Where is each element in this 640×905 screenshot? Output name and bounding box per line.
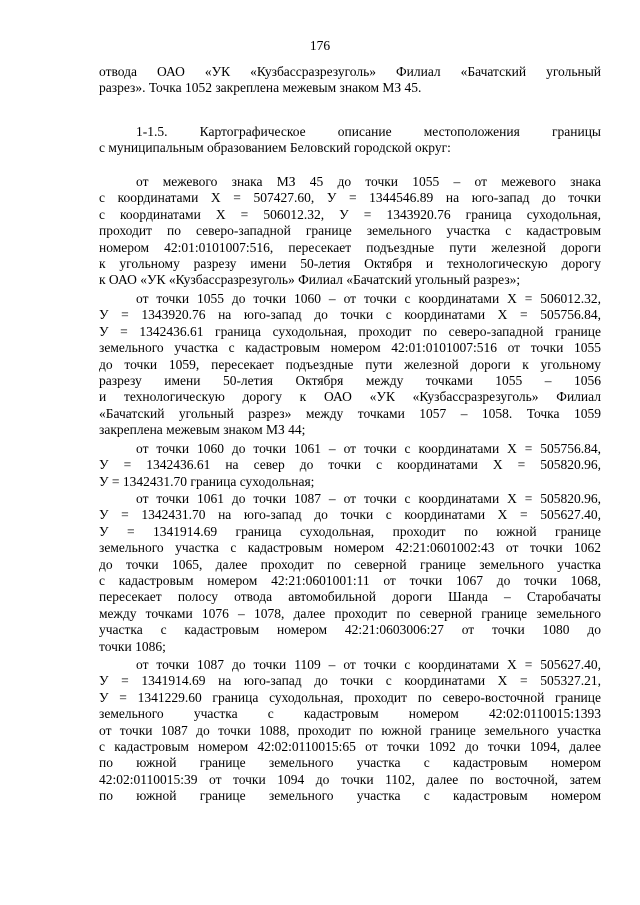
text-line: У = 1341914.69 на юго-запад до точки с координатами Х = 505327.21, [99, 673, 601, 689]
text-line: земельного участка с кадастровым номером 42:01:0101007:516 от точки 1055 [99, 340, 601, 356]
text-line: по южной границе земельного участка с кадастровым номером [99, 755, 601, 771]
section-heading-line: с муниципальным образованием Беловский городской округ: [99, 140, 451, 156]
text-line: с кадастровым номером 42:02:0110015:65 от точки 1092 до точки 1094, далее [99, 739, 601, 755]
text-line: У = 1342431.70 граница суходольная; [99, 473, 315, 489]
text-line: разрезу имени 50-летия Октября между точками 1055 – 1056 [99, 373, 601, 389]
text-line: от точки 1060 до точки 1061 – от точки с координатами Х = 505756.84, [136, 441, 601, 456]
text-line: разрез». Точка 1052 закреплена межевым знаком МЗ 45. [99, 80, 422, 96]
paragraph-5 [99, 657, 601, 805]
text-line: между точками 1076 – 1078, далее проходит по северной границе земельного [99, 605, 601, 621]
text-line: до точки 1065, далее проходит по северной границе земельного участка [99, 556, 601, 572]
text-line: земельного участка с кадастровым номером 42:21:0601002:43 от точки 1062 [99, 540, 601, 556]
text-line: У = 1342436.61 граница суходольная, проходит по северо-западной границе [99, 323, 601, 339]
paragraph-3 [99, 441, 601, 490]
text-line: У = 1341914.69 граница суходольная, проходит по южной границе [99, 523, 601, 539]
text-line: пересекает полосу отвода автомобильной дороги Шанда – Старобачаты [99, 589, 601, 605]
paragraph-1 [99, 174, 601, 289]
text-line: У = 1342436.61 на север до точки с координатами Х = 505820.96, [99, 457, 601, 473]
text-line: от точки 1087 до точки 1109 – от точки с координатами Х = 505627.40, [136, 657, 601, 672]
text-line: 42:02:0110015:39 от точки 1094 до точки 1102, далее по восточной, затем [99, 771, 601, 787]
text-line: к ОАО «УК «Кузбассразрезуголь» Филиал «Бачатский угольный разрез»; [99, 272, 521, 288]
text-line: и технологическую дорогу к ОАО «УК «Кузбассразрезуголь» Филиал [99, 389, 601, 405]
text-line: по южной границе земельного участка с кадастровым номером [99, 788, 601, 804]
text-line: с координатами Х = 506012.32, У = 1343920.76 граница суходольная, [99, 206, 601, 222]
text-line: от точки 1055 до точки 1060 – от точки с координатами Х = 506012.32, [136, 291, 601, 306]
text-line: номером 42:01:0101007:516, пересекает подъездные пути железной дороги [99, 239, 601, 255]
paragraph-2 [99, 291, 601, 439]
text-line: к угольному разрезу имени 50-летия Октября и технологическую дорогу [99, 256, 601, 272]
page-number: 176 [309, 38, 331, 53]
text-line: с координатами Х = 507427.60, У = 1344546.89 на юго-запад до точки [99, 190, 601, 206]
text-line: земельного участка с кадастровым номером 42:02:0110015:1393 [99, 706, 601, 722]
text-line: до точки 1059, пересекает подъездные пути железной дороги к угольному [99, 356, 601, 372]
text-line: с кадастровым номером 42:21:0601001:11 от точки 1067 до точки 1068, [99, 573, 601, 589]
text-line: от точки 1087 до точки 1088, проходит по южной границе земельного участка [99, 722, 601, 738]
text-line: от точки 1061 до точки 1087 – от точки с координатами Х = 505820.96, [136, 491, 601, 506]
section-heading-line: 1-1.5. Картографическое описание местоположения границы [136, 124, 601, 139]
section-heading [99, 124, 601, 157]
text-line: закреплена межевым знаком МЗ 44; [99, 422, 306, 438]
paragraph-4 [99, 491, 601, 655]
text-line: участка с кадастровым номером 42:21:0603006:27 от точки 1080 до [99, 622, 601, 638]
text-line: проходит по северо-западной границе земельного участка с кадастровым [99, 223, 601, 239]
text-line: У = 1343920.76 на юго-запад до точки с координатами Х = 505756.84, [99, 307, 601, 323]
text-line: точки 1086; [99, 638, 166, 654]
text-line: «Бачатский угольный разрез» между точками 1057 – 1058. Точка 1059 [99, 405, 601, 421]
text-line: У = 1342431.70 на юго-запад до точки с координатами Х = 505627.40, [99, 507, 601, 523]
text-line: отвода ОАО «УК «Кузбассразрезуголь» Филиал «Бачатский угольный [99, 64, 601, 79]
text-line: от межевого знака МЗ 45 до точки 1055 – от межевого знака [136, 174, 601, 189]
intro-paragraph [99, 64, 601, 97]
text-line: У = 1341229.60 граница суходольная, проходит по северо-восточной границе [99, 689, 601, 705]
